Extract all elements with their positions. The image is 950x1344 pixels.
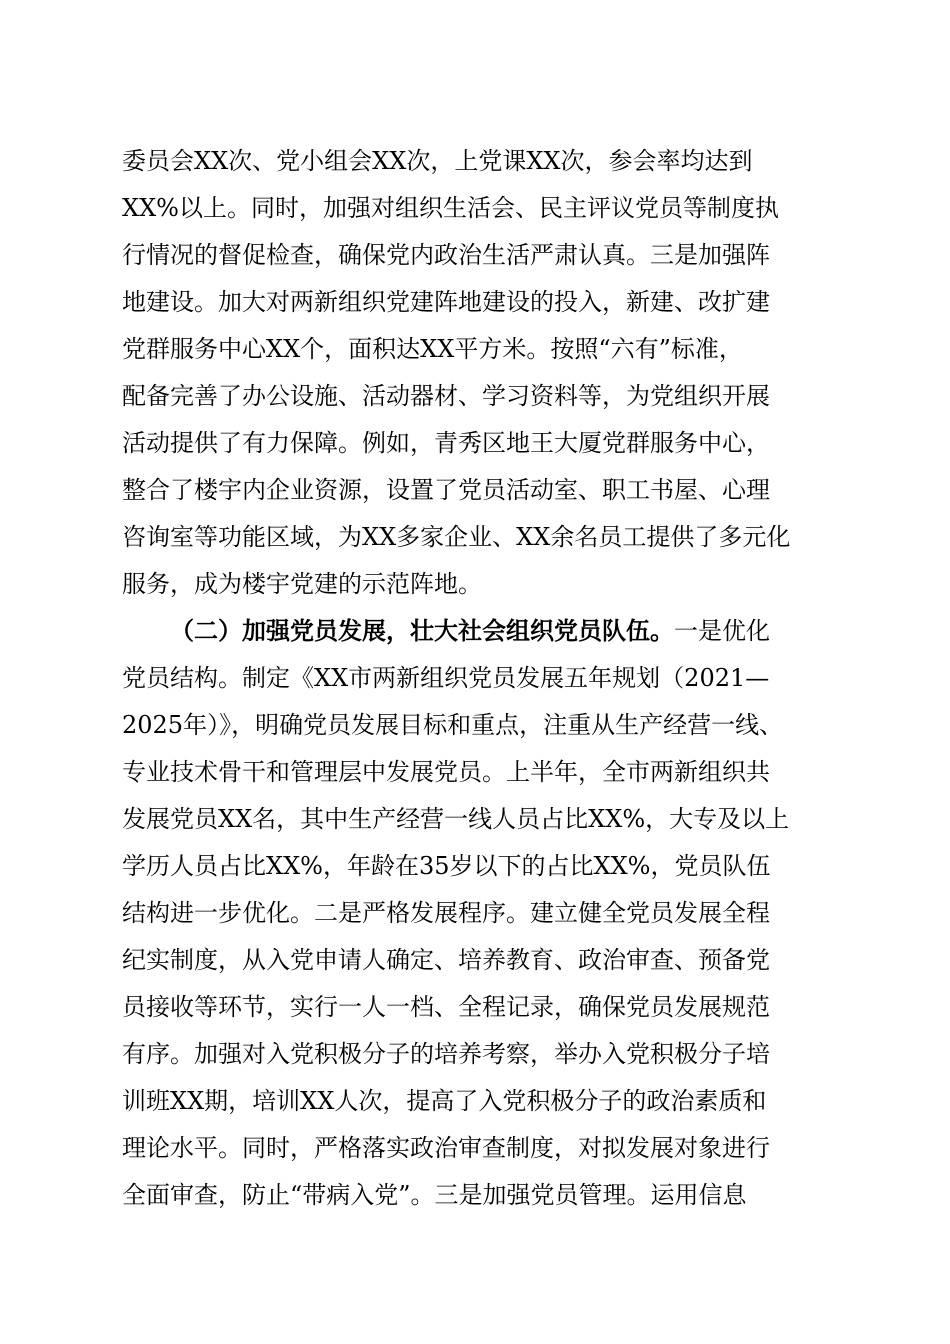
paragraph-line: 委员会XX次、党小组会XX次，上党课XX次，参会率均达到 (122, 147, 753, 175)
paragraph-line: 服务，成为楼宇党建的示范阵地。 (122, 570, 482, 598)
paragraph-line: 学历人员占比XX%，年龄在35岁以下的占比XX%，党员队伍 (122, 852, 771, 880)
paragraph-line: 专业技术骨干和管理层中发展党员。上半年，全市两新组织共 (122, 758, 770, 786)
paragraph-line: 咨询室等功能区域，为XX多家企业、XX余名员工提供了多元化 (122, 523, 791, 551)
paragraph-line: 党群服务中心XX个，面积达XX平方米。按照“六有”标准， (122, 335, 743, 363)
paragraph-line: 员接收等环节，实行一人一档、全程记录，确保党员发展规范 (122, 993, 770, 1021)
paragraph-line: 纪实制度，从入党申请人确定、培养教育、政治审查、预备党 (122, 946, 770, 974)
paragraph-line: 2025年）》，明确党员发展目标和重点，注重从生产经营一线、 (122, 711, 784, 739)
section-heading-continuation: 一是优化 (674, 617, 770, 645)
paragraph-line: 结构进一步优化。二是严格发展程序。建立健全党员发展全程 (122, 899, 770, 927)
paragraph-line: 整合了楼宇内企业资源，设置了党员活动室、职工书屋、心理 (122, 476, 770, 504)
section-heading-line (170, 616, 830, 646)
paragraph-line: 发展党员XX名，其中生产经营一线人员占比XX%，大专及以上 (122, 805, 790, 833)
paragraph-line: 活动提供了有力保障。例如，青秀区地王大厦党群服务中心， (122, 429, 770, 457)
paragraph-line: 党员结构。制定《XX市两新组织党员发展五年规划（2021— (122, 664, 770, 692)
paragraph-line: 全面审查，防止“带病入党”。三是加强党员管理。运用信息 (122, 1181, 747, 1209)
paragraph-line: 训班XX期，培训XX人次，提高了入党积极分子的政治素质和 (122, 1087, 767, 1115)
paragraph-line: 地建设。加大对两新组织党建阵地建设的投入，新建、改扩建 (122, 288, 770, 316)
paragraph-line: 行情况的督促检查，确保党内政治生活严肃认真。三是加强阵 (122, 241, 770, 269)
paragraph-line: XX%以上。同时，加强对组织生活会、民主评议党员等制度执 (122, 194, 779, 222)
paragraph-line: 配备完善了办公设施、活动器材、学习资料等，为党组织开展 (122, 382, 770, 410)
paragraph-line: 理论水平。同时，严格落实政治审查制度，对拟发展对象进行 (122, 1134, 770, 1162)
paragraph-line: 有序。加强对入党积极分子的培养考察，举办入党积极分子培 (122, 1040, 770, 1068)
section-heading: （二）加强党员发展，壮大社会组织党员队伍。 (170, 616, 674, 645)
